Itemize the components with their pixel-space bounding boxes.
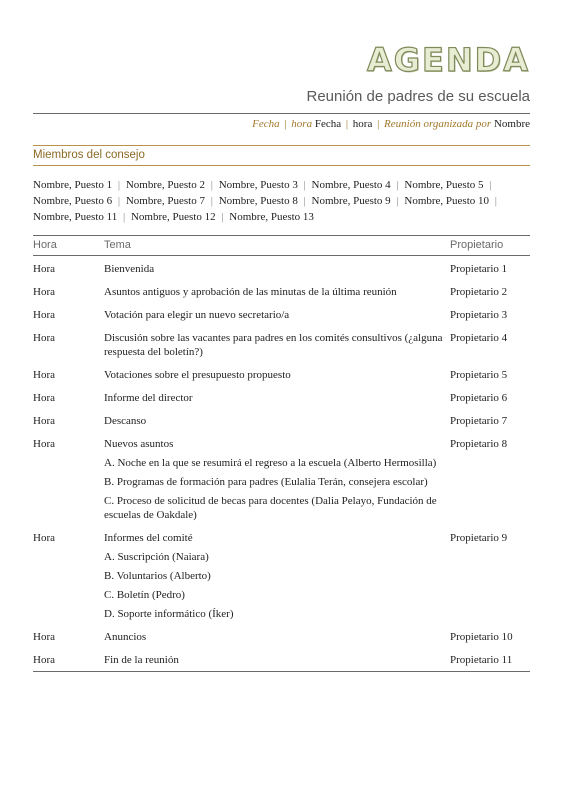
agenda-row (33, 256, 530, 281)
agenda-owner: Propietario 11 (450, 654, 513, 666)
agenda-topic-cell (104, 303, 450, 326)
board-member: Nombre, Puesto 7 (125, 195, 205, 207)
board-members-list (33, 177, 530, 225)
agenda-row (33, 363, 530, 386)
agenda-table (33, 235, 530, 671)
board-member: Nombre, Puesto 9 (311, 195, 391, 207)
meeting-subtitle: Reunión de padres de su escuela (306, 88, 530, 105)
member-separator: | (303, 179, 306, 191)
agenda-owner: Propietario 10 (450, 631, 513, 643)
agenda-owner: Propietario 4 (450, 332, 508, 344)
agenda-topic-cell (104, 648, 450, 671)
table-bottom-rule (33, 671, 530, 672)
agenda-subitem: A. Noche en la que se resumirá el regreso a la escuela (Alberto Hermosilla) (104, 457, 437, 469)
board-member: Nombre, Puesto 1 (33, 179, 113, 191)
header-divider (33, 113, 530, 114)
agenda-topic-cell (104, 280, 450, 303)
agenda-subitem: C. Proceso de solicitud de becas para docentes (Dalia Pelayo, Fundación de escuelas de Oakdale) (104, 495, 437, 521)
board-member: Nombre, Puesto 11 (33, 211, 118, 223)
column-header-time: Hora (33, 236, 104, 256)
member-separator: | (489, 179, 492, 191)
board-member: Nombre, Puesto 2 (125, 179, 205, 191)
agenda-topic-cell (104, 386, 450, 409)
agenda-time: Hora (33, 369, 55, 381)
agenda-subitems (104, 550, 450, 621)
board-member: Nombre, Puesto 8 (218, 195, 298, 207)
time-label: hora (291, 118, 313, 130)
agenda-topic: Asuntos antiguos y aprobación de las minutas de la última reunión (104, 286, 397, 298)
member-separator: | (117, 195, 121, 207)
agenda-subitem: A. Suscripción (Naiara) (104, 551, 209, 563)
agenda-owner: Propietario 6 (450, 392, 508, 404)
agenda-owner: Propietario 1 (450, 263, 508, 275)
agenda-row (33, 432, 530, 526)
agenda-owner: Propietario 9 (450, 532, 508, 544)
agenda-time: Hora (33, 631, 55, 643)
meeting-meta (33, 117, 530, 131)
column-header-owner: Propietario (450, 236, 530, 256)
agenda-time: Hora (33, 332, 55, 344)
agenda-topic: Informes del comité (104, 532, 193, 544)
board-member: Nombre, Puesto 10 (404, 195, 490, 207)
agenda-document (33, 40, 530, 672)
agenda-owner: Propietario 8 (450, 438, 508, 450)
agenda-topic-cell (104, 326, 450, 363)
agenda-topic: Bienvenida (104, 263, 155, 275)
agenda-owner: Propietario 5 (450, 369, 508, 381)
agenda-topic: Votación para elegir un nuevo secretario/a (104, 309, 290, 321)
agenda-subitem: D. Soporte informático (Íker) (104, 608, 234, 620)
agenda-topic: Descanso (104, 415, 147, 427)
board-member: Nombre, Puesto 6 (33, 195, 113, 207)
member-separator: | (117, 179, 121, 191)
board-member: Nombre, Puesto 12 (130, 211, 216, 223)
agenda-row (33, 326, 530, 363)
agenda-time: Hora (33, 392, 55, 404)
agenda-topic: Nuevos asuntos (104, 438, 174, 450)
organizer-value: Nombre (493, 118, 530, 130)
agenda-row (33, 303, 530, 326)
agenda-topic-cell (104, 256, 450, 281)
agenda-topic: Fin de la reunión (104, 654, 179, 666)
member-separator: | (122, 211, 126, 223)
member-separator: | (396, 179, 399, 191)
member-separator: | (494, 195, 497, 207)
agenda-owner: Propietario 7 (450, 415, 508, 427)
agenda-subitem: B. Voluntarios (Alberto) (104, 570, 211, 582)
agenda-topic-cell (104, 363, 450, 386)
agenda-topic: Informe del director (104, 392, 193, 404)
agenda-row (33, 625, 530, 648)
agenda-topic-cell (104, 409, 450, 432)
agenda-topic: Discusión sobre las vacantes para padres en los comités consultivos (¿alguna respuesta del boletín?) (104, 332, 443, 358)
member-separator: | (221, 211, 224, 223)
agenda-row (33, 648, 530, 671)
agenda-time: Hora (33, 263, 55, 275)
member-separator: | (396, 195, 399, 207)
agenda-time: Hora (33, 286, 55, 298)
board-member: Nombre, Puesto 5 (404, 179, 484, 191)
agenda-topic-cell (104, 526, 450, 625)
section-divider (33, 165, 530, 166)
date-label: Fecha (252, 118, 280, 130)
agenda-topic: Votaciones sobre el presupuesto propuesto (104, 369, 291, 381)
agenda-header-row (33, 236, 530, 256)
agenda-row (33, 409, 530, 432)
agenda-rows (33, 256, 530, 672)
board-member: Nombre, Puesto 3 (218, 179, 298, 191)
agenda-owner: Propietario 3 (450, 309, 508, 321)
agenda-subitem: C. Boletín (Pedro) (104, 589, 185, 601)
board-member: Nombre, Puesto 4 (311, 179, 391, 191)
organizer-label: Reunión organizada por (384, 118, 492, 130)
member-separator: | (303, 195, 306, 207)
date-value: Fecha (314, 118, 342, 130)
meta-separator: | (345, 118, 349, 130)
agenda-time: Hora (33, 309, 55, 321)
agenda-row (33, 280, 530, 303)
agenda-topic-cell (104, 625, 450, 648)
agenda-time: Hora (33, 438, 55, 450)
agenda-topic-cell (104, 432, 450, 526)
meta-separator: | (284, 118, 287, 130)
agenda-row (33, 386, 530, 409)
agenda-topic: Anuncios (104, 631, 147, 643)
agenda-owner: Propietario 2 (450, 286, 508, 298)
agenda-time: Hora (33, 415, 55, 427)
page-title: AGENDA (367, 41, 530, 79)
column-header-topic: Tema (104, 236, 450, 256)
agenda-time: Hora (33, 532, 55, 544)
member-separator: | (210, 195, 213, 207)
meta-separator: | (377, 118, 380, 130)
agenda-time: Hora (33, 654, 55, 666)
agenda-subitems (104, 456, 450, 522)
member-separator: | (210, 179, 213, 191)
board-heading: Miembros del consejo (33, 149, 145, 161)
time-value: hora (352, 118, 373, 130)
agenda-row (33, 526, 530, 625)
agenda-subitem: B. Programas de formación para padres (Eulalia Terán, consejera escolar) (104, 476, 428, 488)
board-member: Nombre, Puesto 13 (229, 211, 314, 223)
